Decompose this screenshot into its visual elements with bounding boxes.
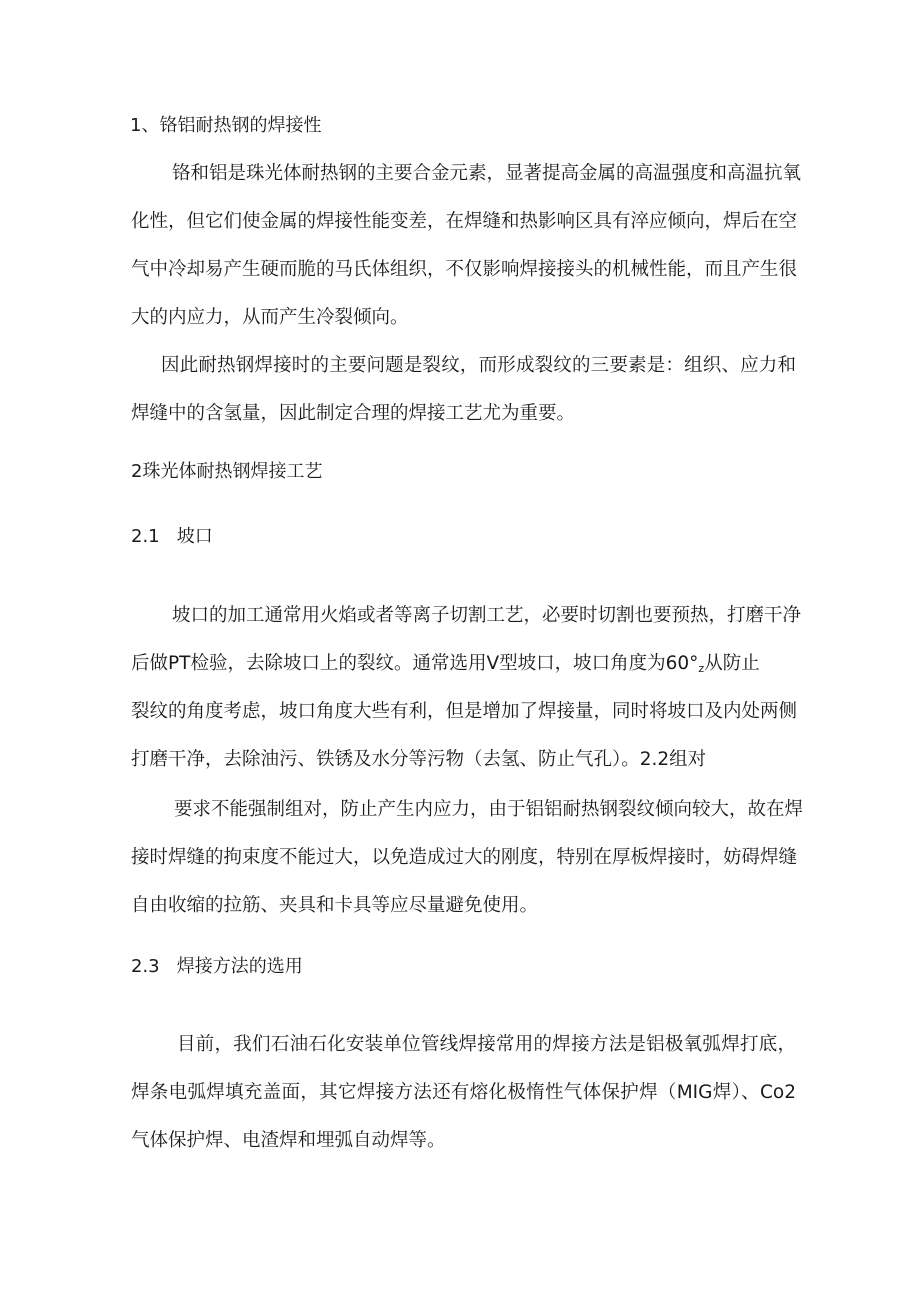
section-1-para1-line1: 铬和铝是珠光体耐热钢的主要合金元素，显著提高金属的高温强度和高温抗氧	[172, 163, 802, 184]
section-2-2-line3: 自由收缩的拉筋、夹具和卡具等应尽量避免使用。	[131, 895, 539, 916]
section-2-1-line3: 裂纹的角度考虑，坡口角度大些有利，但是增加了焊接量，同时将坡口及内处两侧	[131, 701, 798, 722]
section-2-2-line2: 接时焊缝的拘束度不能过大，以免造成过大的刚度，特别在厚板焊接时，妨碍焊缝	[131, 847, 798, 868]
section-1-heading: 1、铬铝耐热钢的焊接性	[130, 115, 322, 136]
section-1-para2-line1: 因此耐热钢焊接时的主要问题是裂纹，而形成裂纹的三要素是：组织、应力和	[161, 355, 796, 376]
section-2-heading: 2珠光体耐热钢焊接工艺	[131, 461, 323, 482]
section-2-3-line3: 气体保护焊、电渣焊和埋弧自动焊等。	[131, 1130, 446, 1151]
section-2-1-line2-tail: 从防止	[704, 653, 760, 674]
section-2-3-line1: 目前，我们石油石化安装单位管线焊接常用的焊接方法是铝极氧弧焊打底，	[177, 1034, 796, 1055]
section-2-3-line2: 焊条电弧焊填充盖面，其它焊接方法还有熔化极惰性气体保护焊（MIG焊）、Co2	[131, 1082, 796, 1103]
section-2-2-line1: 要求不能强制组对，防止产生内应力，由于铝铝耐热钢裂纹倾向较大，故在焊	[174, 799, 804, 820]
section-2-1-heading: 2.1 坡口	[131, 526, 213, 547]
section-2-1-line2	[131, 651, 796, 682]
section-2-3-heading: 2.3 焊接方法的选用	[131, 956, 303, 977]
section-2-1-subscript: z	[698, 662, 705, 675]
section-2-1-line2-text: 后做PT检验，去除坡口上的裂纹。通常选用V型坡口，坡口角度为60°	[131, 653, 699, 674]
section-1-para1-line4: 大的内应力，从而产生冷裂倾向。	[131, 307, 409, 328]
section-2-1-line4: 打磨干净，去除油污、铁锈及水分等污物（去氢、防止气孔）。2.2组对	[131, 749, 707, 770]
section-2-1-line1: 坡口的加工通常用火焰或者等离子切割工艺，必要时切割也要预热，打磨干净	[172, 605, 802, 626]
section-1-para1-line2: 化性，但它们使金属的焊接性能变差，在焊缝和热影响区具有淬应倾向，焊后在空	[131, 211, 798, 232]
section-1-para2-line2: 焊缝中的含氢量，因此制定合理的焊接工艺尤为重要。	[131, 403, 576, 424]
section-1-para1-line3: 气中冷却易产生硬而脆的马氏体组织，不仅影响焊接接头的机械性能，而且产生很	[131, 259, 798, 280]
